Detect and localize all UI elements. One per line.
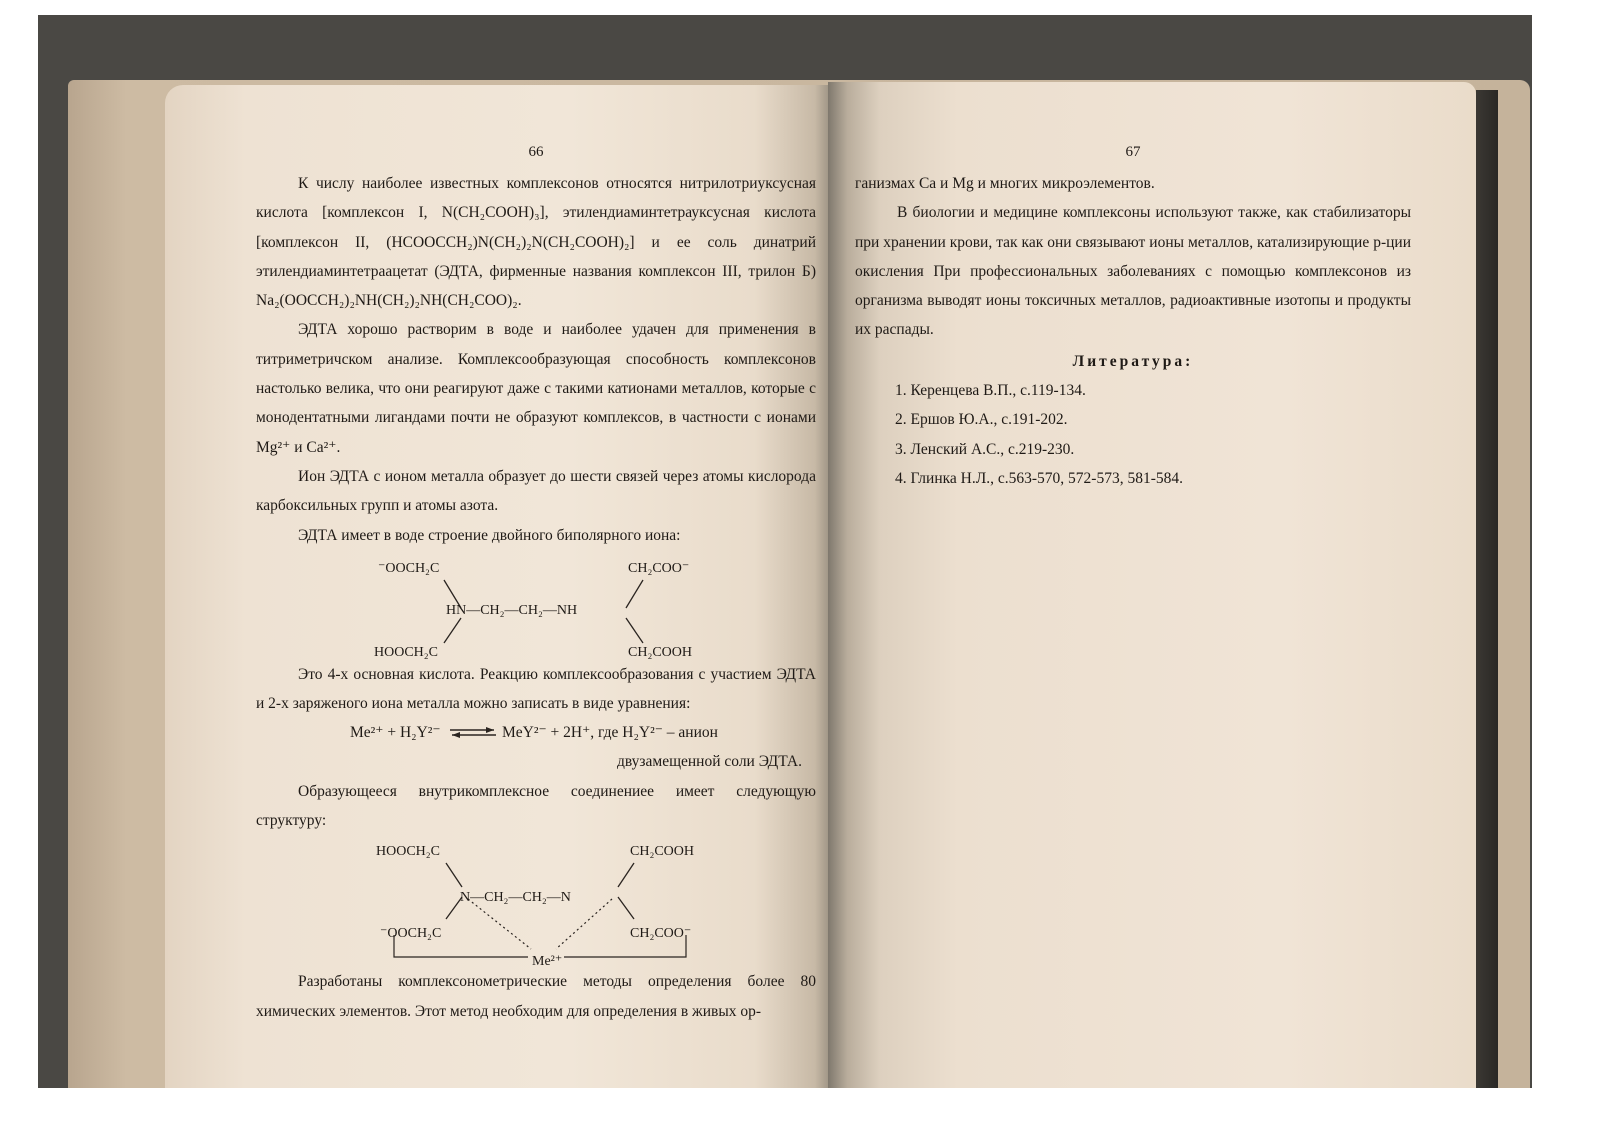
paragraph: Ион ЭДТА с ионом металла образует до шести связей через атомы кислорода карбоксильных групп и атомы азота. (256, 467, 816, 515)
literature-item: 3. Ленский А.С., с.219-230. (895, 440, 1075, 458)
paragraph: Разработаны комплексонометрические методы определения более 80 химических элементов. Этот метод необходим для определения в живых ор- (256, 973, 816, 1020)
metal-ion: Me²⁺ (532, 954, 563, 970)
formula-chain: HN—CH₂—CH₂—NH (446, 602, 578, 618)
page-number: 67 (1125, 144, 1141, 160)
literature-heading: Литература: (1072, 352, 1194, 370)
formula-group: HOOCH₂C (376, 844, 440, 860)
literature-item: 2. Ершов Ю.А., с.191-202. (895, 411, 1068, 429)
page-number: 66 (528, 144, 544, 160)
equation-left: Me²⁺ + H₂Y²⁻ (350, 724, 441, 742)
paragraph: В биологии и медицине комплексоны используют также, как стабилизаторы при хранении крови, так как они связывают ионы металлов, катализирующие р-ции окисления При профессиональных заболеваниях с помощью комплексонов из организма выводят ионы токсичных металлов, радиоактивные изотопы и продукты их распады. (855, 204, 1411, 339)
chelate-structure (256, 835, 816, 970)
book-cover-edge (1476, 90, 1498, 1088)
edta-bipolar-structure (256, 550, 816, 660)
equation-right: MeY²⁻ + 2H⁺, где H₂Y²⁻ – анион (502, 724, 718, 742)
equation (256, 718, 816, 747)
formula-group: CH₂COO⁻ (630, 926, 692, 942)
formula-group: ⁻OOCH₂C (380, 926, 442, 942)
formula-chain: N—CH₂—CH₂—N (460, 890, 571, 906)
right-page-text (855, 140, 1411, 493)
paragraph: К числу наиболее известных комплексонов относятся нитрилотриуксусная кислота [комплексон I, N(CH₂COOH)₃], этилендиаминтетрауксусная кислота [комплексон II, (HCOOCCH₂)N(CH₂)₂N(CH₂COOH)₂] и ее соль динатрий этилендиаминтетраацетат (ЭДТА, фирменные названия комплексон III, трилон Б) Na₂(OOCCH₂)₂NH(CH₂)₂NH(CH₂COO)₂. (256, 175, 816, 310)
formula-group: CH₂COO⁻ (628, 560, 690, 576)
equilibrium-arrow-icon (448, 726, 498, 740)
paragraph: Образующееся внутрикомплексное соединениее имеет следующую структуру: (256, 782, 816, 830)
paragraph: ганизмах Ca и Mg и многих микроэлементов. (855, 175, 1155, 192)
left-page-text (256, 140, 816, 1026)
formula-group: HOOCH₂C (374, 644, 438, 660)
formula-group: CH₂COOH (628, 644, 692, 660)
paragraph: ЭДТА хорошо растворим в воде и наиболее удачен для применения в титриметричском анализе. Комплексообразующая способность комплексонов настолько велика, что они реагируют даже с такими катионами металлов, которые с монодентатными лигандами почти не образуют комплексов, в частности с ионами Mg²⁺ и Ca²⁺. (256, 321, 816, 456)
formula-group: ⁻OOCH₂C (378, 560, 440, 576)
paragraph: ЭДТА имеет в воде строение двойного биполярного иона: (298, 526, 681, 544)
formula-group: CH₂COOH (630, 844, 694, 860)
literature-item: 1. Керенцева В.П., с.119-134. (895, 382, 1086, 400)
equation-continuation: двузамещенной соли ЭДТА. (616, 753, 802, 771)
literature-item: 4. Глинка Н.Л., с.563-570, 572-573, 581-584. (895, 469, 1183, 487)
paragraph: Это 4-х основная кислота. Реакцию комплексообразования с участием ЭДТА и 2-х заряженого иона металла можно записать в виде уравнения: (256, 665, 816, 713)
